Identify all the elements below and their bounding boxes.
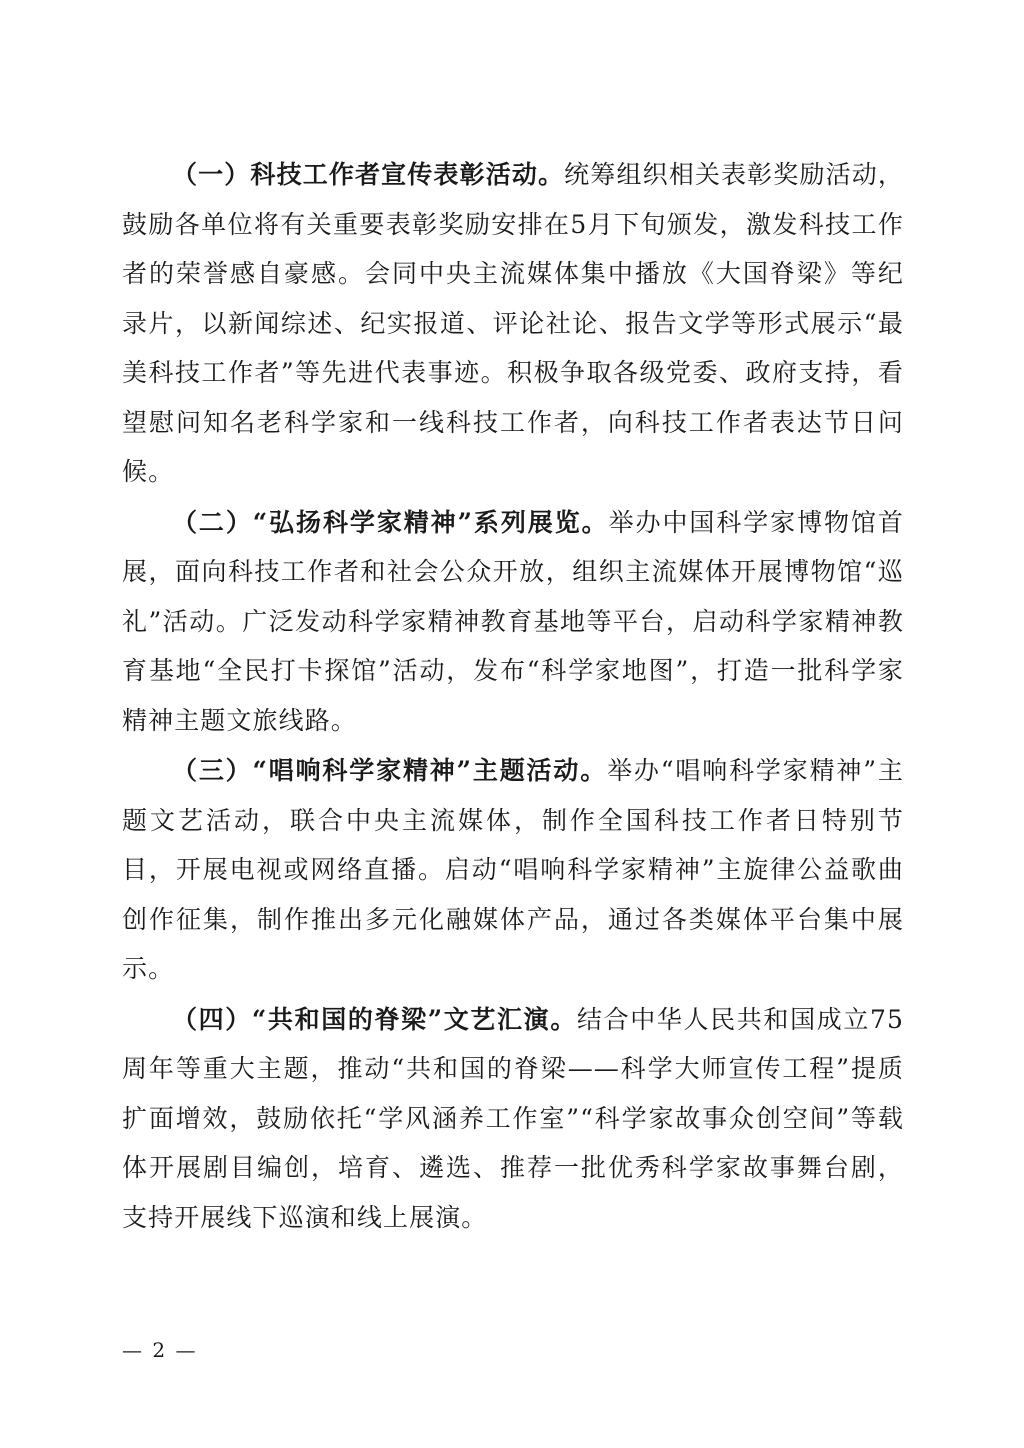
paragraph-3-body: 举办“唱响科学家精神”主题文艺活动，联合中央主流媒体，制作全国科技工作者日特别节目，开展电视或网络直播。启动“唱响科学家精神”主旋律公益歌曲创作征集，制作推出多元化融媒体产品，通过各类媒体平台集中展示。	[122, 756, 904, 983]
document-body	[122, 150, 904, 1242]
paragraph-3-heading: （三）“唱响科学家精神”主题活动。	[172, 756, 608, 785]
paragraph-2-body: 举办中国科学家博物馆首展，面向科技工作者和社会公众开放，组织主流媒体开展博物馆“巡礼”活动。广泛发动科学家精神教育基地等平台，启动科学家精神教育基地“全民打卡探馆”活动，发布“科学家地图”，打造一批科学家精神主题文旅线路。	[122, 507, 904, 735]
paragraph-1	[122, 150, 904, 497]
paragraph-2	[122, 498, 904, 746]
paragraph-4-body: 结合中华人民共和国成立75周年等重大主题，推动“共和国的脊梁——科学大师宣传工程”提质扩面增效，鼓励依托“学风涵养工作室”“科学家故事众创空间”等载体开展剧目编创，培育、遴选、推荐一批优秀科学家故事舞台剧，支持开展线下巡演和线上展演。	[122, 1004, 904, 1232]
paragraph-2-heading: （二）“弘扬科学家精神”系列展览。	[172, 507, 609, 537]
paragraph-4	[122, 995, 904, 1243]
page-number: — 2 —	[122, 1338, 198, 1362]
paragraph-4-heading: （四）“共和国的脊梁”文艺汇演。	[172, 1004, 577, 1034]
paragraph-1-heading: （一）科技工作者宣传表彰活动。	[172, 160, 565, 189]
paragraph-1-body: 统筹组织相关表彰奖励活动，鼓励各单位将有关重要表彰奖励安排在5月下旬颁发，激发科技工作者的荣誉感自豪感。会同中央主流媒体集中播放《大国脊梁》等纪录片，以新闻综述、纪实报道、评论社论、报告文学等形式展示“最美科技工作者”等先进代表事迹。积极争取各级党委、政府支持，看望慰问知名老科学家和一线科技工作者，向科技工作者表达节日问候。	[122, 160, 904, 486]
paragraph-3	[122, 746, 904, 994]
